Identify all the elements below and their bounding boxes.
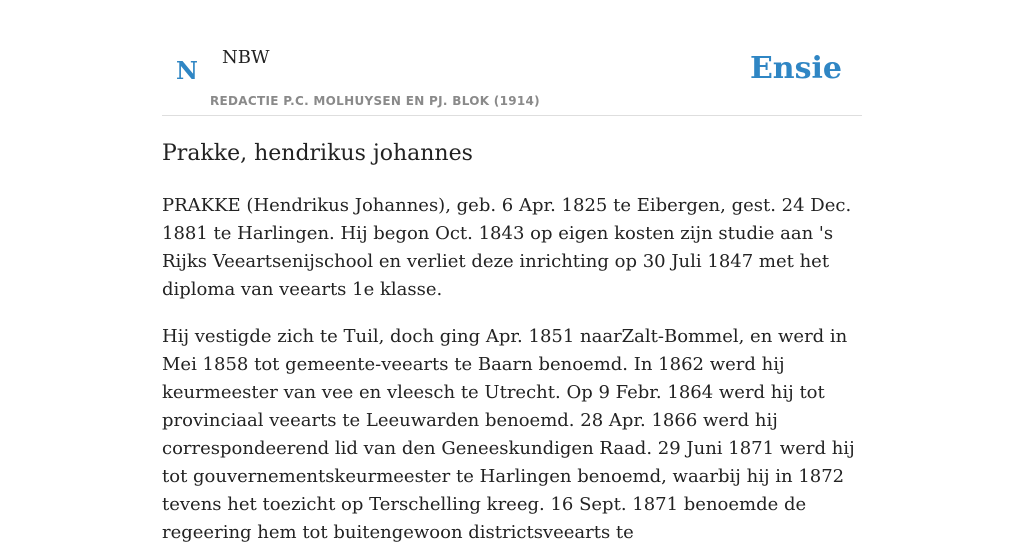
source-header [162, 0, 862, 116]
article-paragraph-1: PRAKKE (Hendrikus Johannes), geb. 6 Apr. 1825 te Eibergen, gest. 24 Dec. 1881 te Harlingen. Hij begon Oct. 1843 op eigen kosten zijn studie aan 's Rijks Veeartsenijschool en verliet deze inrichting op 30 Juli 1847 met het diploma van veearts 1e klasse. [162, 195, 852, 300]
source-subtitle: REDACTIE P.C. MOLHUYSEN EN PJ. BLOK (1914) [210, 94, 540, 108]
source-name-link[interactable]: NBW [222, 47, 270, 68]
article [162, 138, 862, 547]
article-paragraph-2: Hij vestigde zich te Tuil, doch ging Apr. 1851 naarZalt-Bommel, en werd in Mei 1858 tot gemeente-veearts te Baarn benoemd. In 1862 werd hij keurmeester van vee en vleesch te Utrecht. Op 9 Febr. 1864 werd hij tot provinciaal veearts te Leeuwarden benoemd. 28 Apr. 1866 werd hij correspondeerend lid van den Geneeskundigen Raad. 29 Juni 1871 werd hij tot gouvernementskeurmeester te Harlingen benoemd, waarbij hij in 1872 tevens het toezicht op Terschelling kreeg. 16 Sept. 1871 benoemde de regeering hem tot buitengewoon districtsveearts te [162, 326, 855, 543]
article-title: Prakke, hendrikus johannes [162, 141, 473, 166]
source-logo-n: N [176, 56, 198, 85]
ensie-logo-link[interactable]: Ensie [749, 51, 842, 86]
